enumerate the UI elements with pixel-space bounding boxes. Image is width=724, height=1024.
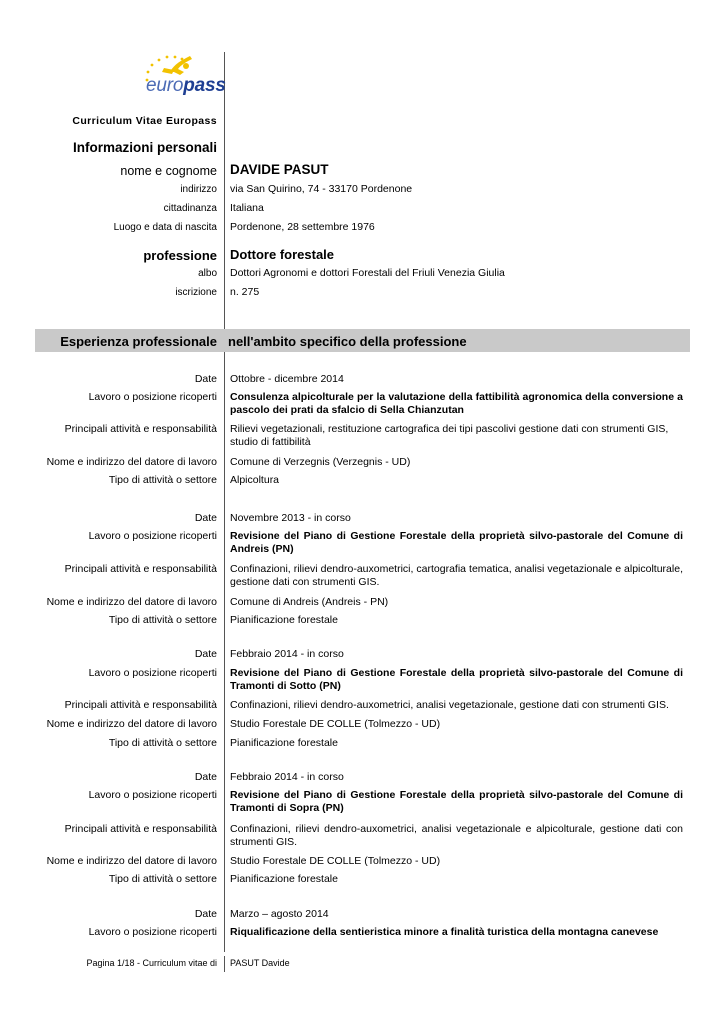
entry-date: Febbraio 2014 - in corso: [230, 648, 344, 660]
name-label: nome e cognome: [120, 164, 217, 178]
entry-date: Marzo – agosto 2014: [230, 908, 329, 920]
sector-label: Tipo di attività o settore: [108, 474, 217, 486]
europass-wordmark: [146, 76, 226, 96]
entry-sector: Pianificazione forestale: [230, 873, 338, 885]
document-title: Curriculum Vitae Europass: [72, 115, 217, 127]
citizenship-label: cittadinanza: [163, 203, 217, 214]
date-label: Date: [194, 771, 217, 783]
footer-name: PASUT Davide: [230, 958, 290, 968]
europass-logo: [134, 50, 226, 100]
role-label: Lavoro o posizione ricoperti: [88, 667, 217, 679]
footer-divider: [224, 956, 225, 972]
activities-label: Principali attività e responsabilità: [64, 699, 217, 711]
role-label: Lavoro o posizione ricoperti: [88, 530, 217, 542]
entry-activities: Confinazioni, rilievi dendro-auxometrici, analisi vegetazionale, gestione dati con strumenti GIS.: [230, 699, 669, 711]
entry-employer: Studio Forestale DE COLLE (Tolmezzo - UD): [230, 718, 441, 730]
entry-role: Revisione del Piano di Gestione Forestale della proprietà silvo-pastorale del Comune di Tramonti di Sopra (PN): [230, 789, 683, 814]
entry-sector: Alpicoltura: [230, 474, 280, 486]
section-subheading: nell'ambito specifico della professione: [228, 334, 467, 349]
sector-label: Tipo di attività o settore: [108, 873, 217, 885]
role-label: Lavoro o posizione ricoperti: [88, 789, 217, 801]
role-label: Lavoro o posizione ricoperti: [88, 926, 217, 938]
entry-role: Consulenza alpicolturale per la valutazione della fattibilità agronomica della conversione a pascolo dei prati da sfalcio di Sella Chianzutan: [230, 391, 683, 416]
profession-value: Dottore forestale: [230, 247, 335, 262]
entry-date: Novembre 2013 - in corso: [230, 512, 351, 524]
person-name: DAVIDE PASUT: [230, 162, 329, 177]
role-label: Lavoro o posizione ricoperti: [88, 391, 217, 403]
entry-role: Revisione del Piano di Gestione Forestale della proprietà silvo-pastorale del Comune di Andreis (PN): [230, 530, 683, 555]
citizenship-value: Italiana: [230, 202, 264, 214]
enrollment-value: n. 275: [230, 286, 260, 298]
birth-value: Pordenone, 28 settembre 1976: [230, 221, 375, 233]
entry-employer: Comune di Andreis (Andreis - PN): [230, 596, 389, 608]
entry-employer: Comune di Verzegnis (Verzegnis - UD): [230, 456, 411, 468]
activities-label: Principali attività e responsabilità: [64, 423, 217, 435]
date-label: Date: [194, 908, 217, 920]
entry-sector: Pianificazione forestale: [230, 614, 338, 626]
entry-role: Riqualificazione della sentieristica minore a finalità turistica della montagna canevese: [230, 926, 659, 938]
birth-label: Luogo e data di nascita: [113, 222, 217, 233]
entry-employer: Studio Forestale DE COLLE (Tolmezzo - UD): [230, 855, 441, 867]
address-value: via San Quirino, 74 - 33170 Pordenone: [230, 183, 413, 195]
profession-label: professione: [143, 248, 217, 263]
entry-role: Revisione del Piano di Gestione Forestale della proprietà silvo-pastorale del Comune di Tramonti di Sotto (PN): [230, 667, 683, 692]
sector-label: Tipo di attività o settore: [108, 614, 217, 626]
date-label: Date: [194, 373, 217, 385]
register-value: Dottori Agronomi e dottori Forestali del Friuli Venezia Giulia: [230, 267, 505, 279]
footer-page-info: Pagina 1/18 - Curriculum vitae di: [86, 958, 217, 968]
entry-sector: Pianificazione forestale: [230, 737, 338, 749]
date-label: Date: [194, 512, 217, 524]
section-heading: Esperienza professionale: [60, 334, 217, 349]
entry-activities: Confinazioni, rilievi dendro-auxometrici, analisi vegetazionale e alpicolturale, gestione dati con strumenti GIS.: [230, 823, 683, 848]
personal-info-heading: Informazioni personali: [72, 140, 217, 155]
date-label: Date: [194, 648, 217, 660]
address-label: indirizzo: [180, 184, 217, 195]
employer-label: Nome e indirizzo del datore di lavoro: [46, 596, 217, 608]
employer-label: Nome e indirizzo del datore di lavoro: [46, 456, 217, 468]
activities-label: Principali attività e responsabilità: [64, 563, 217, 575]
employer-label: Nome e indirizzo del datore di lavoro: [46, 718, 217, 730]
sector-label: Tipo di attività o settore: [108, 737, 217, 749]
column-divider: [224, 52, 225, 952]
entry-date: Febbraio 2014 - in corso: [230, 771, 344, 783]
activities-label: Principali attività e responsabilità: [64, 823, 217, 835]
entry-activities: Confinazioni, rilievi dendro-auxometrici, cartografia tematica, analisi vegetazionale e alpicolturale, gestione dati con strumenti GIS.: [230, 563, 683, 588]
register-label: albo: [198, 268, 217, 279]
enrollment-label: iscrizione: [175, 287, 217, 298]
logo-text-pass: pass: [183, 75, 226, 96]
logo-text-euro: euro: [146, 75, 184, 96]
entry-date: Ottobre - dicembre 2014: [230, 373, 344, 385]
entry-activities: Rilievi vegetazionali, restituzione cartografica dei tipi pascolivi gestione dati con strumenti GIS, studio di fattibilità: [230, 423, 669, 448]
employer-label: Nome e indirizzo del datore di lavoro: [46, 855, 217, 867]
